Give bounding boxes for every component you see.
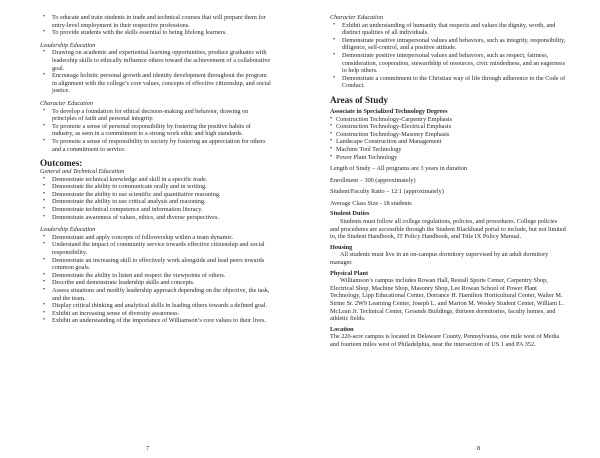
- enrollment: Enrollment – 300 (approximately): [330, 176, 416, 184]
- location-heading: Location: [330, 325, 354, 333]
- right-page-column: [330, 14, 566, 349]
- list-item: • Demonstrate a commitment to the Christian way of life through adherence to the Code of Conduct.: [330, 75, 566, 90]
- intro-goals-list: [40, 14, 272, 37]
- list-item: • Exhibit an increasing sense of diversity awareness.: [40, 310, 272, 318]
- leadership-outcomes-heading: Leadership Education: [40, 226, 96, 234]
- student-duties-text: Students must follow all college regulations, policies, and procedures. College policies and procedures are accessible through the Student Blackbaud portal to include, but not limited to, the Student Handbook, IT Policy Handbook, and Title IX Policy Manual.: [330, 218, 566, 241]
- list-item: • Assess situations and modify leadership approach depending on the objective, the task, and the team.: [40, 287, 272, 302]
- average-class-size: Average Class Size - 18 students: [330, 199, 412, 207]
- list-item: • Display critical thinking and analytical skills in leading others towards a defined goal.: [40, 302, 272, 310]
- general-outcomes-list: [40, 176, 272, 222]
- list-item: • Understand the impact of community service towards effective citizenship and social responsibility.: [40, 241, 272, 256]
- student-duties-heading: Student Duties: [330, 210, 370, 218]
- list-item: • To promote a sense of personal responsibility by fostering the positive habits of industry, as seen in a commitment to a strong work ethic and high standards.: [40, 123, 272, 138]
- physical-plant-text: Williamson’s campus includes Rowan Hall, Restall Sports Center, Carpentry Shop, Electrical Shop, Machine Shop, Masonry Shop, Lee Rowan School of Power Plant Technology, Lipp Educational Center, Dorrance H. Hamilton Horticultural Center, Walter M. Strine Sr. 2W9 Learning Center, Joseph L. and Marion M. Wesley Student Center, William L. McLean Jr. Technical Center, Grounds Buildings, thirteen dormitories, faculty homes, and athletic fields.: [330, 277, 564, 323]
- list-item: • To develop a foundation for ethical decision-making and behavior, drawing on principles of faith and personal integrity.: [40, 108, 272, 123]
- list-item: • Demonstrate and apply concepts of followership within a team dynamic.: [40, 234, 272, 242]
- general-technical-heading: General and Technical Education: [40, 168, 125, 176]
- list-item: • Drawing on academic and experiential learning opportunities, produce graduates with leadership skills to ethically influence others toward the achievement of a collaborative goal.: [40, 49, 272, 72]
- list-item: • Exhibit an understanding of the importance of Williamson’s core values to their lives.: [40, 317, 272, 325]
- left-page-column: [40, 14, 272, 325]
- outcomes-title: Outcomes:: [40, 158, 83, 169]
- list-item: • Demonstrate the ability to use critical analysis and reasoning.: [40, 198, 272, 206]
- right-page: [300, 0, 600, 458]
- list-item: • Demonstrate the ability to communicate orally and in writing.: [40, 183, 272, 191]
- list-item: • Encourage holistic personal growth and identity development throughout the program in alignment with the college’s core values, concepts of effective citizenship, and social justice.: [40, 72, 272, 95]
- list-item: • Demonstrate an increasing skill to effectively work alongside and lead peers towards common goals.: [40, 257, 272, 272]
- character-outcomes-list: [330, 22, 566, 90]
- leadership-goals-list: [40, 49, 272, 95]
- degrees-list: [330, 116, 566, 162]
- length-of-study: Length of Study – All programs are 3 years in duration: [330, 165, 468, 173]
- list-item: • Construction Technology-Carpentry Emphasis: [330, 116, 566, 124]
- degrees-heading: Associate in Specialized Technology Degrees: [330, 107, 448, 115]
- housing-text: All students must live in an on-campus dormitory supervised by an adult dormitory manager.: [330, 251, 549, 267]
- list-item: • Demonstrate the ability to use scientific and quantitative reasoning.: [40, 191, 272, 199]
- list-item: • To provide students with the skills essential to being lifelong learners.: [40, 29, 272, 37]
- page-number: 7: [146, 445, 150, 452]
- physical-plant-heading: Physical Plant: [330, 269, 369, 277]
- list-item: • Construction Technology-Electrical Emphasis: [330, 123, 566, 131]
- list-item: • Demonstrate technical knowledge and skill in a specific trade.: [40, 176, 272, 184]
- list-item: • Machine Tool Technology: [330, 146, 566, 154]
- housing-heading: Housing: [330, 243, 353, 251]
- list-item: • To promote a sense of responsibility to society by fostering an appreciation for others and a commitment to service.: [40, 138, 272, 153]
- list-item: • Construction Technology-Masonry Emphasis: [330, 131, 566, 139]
- list-item: • Describe and demonstrate leadership skills and concepts.: [40, 279, 272, 287]
- list-item: • Demonstrate awareness of values, ethics, and diverse perspectives.: [40, 214, 272, 222]
- list-item: • Exhibit an understanding of humanity that respects and values the dignity, worth, and distinct qualities of all individuals.: [330, 22, 566, 37]
- list-item: • To educate and train students in trade and technical courses that will prepare them for entry-level employment in their respective professions.: [40, 14, 272, 29]
- list-item: • Landscape Construction and Management: [330, 138, 566, 146]
- character-outcomes-heading: Character Education: [330, 14, 383, 21]
- list-item: • Demonstrate the ability to listen and respect the viewpoints of others.: [40, 272, 272, 280]
- student-faculty-ratio: Student/Faculty Ratio – 12:1 (approximately): [330, 188, 444, 196]
- character-goals-list: [40, 108, 272, 154]
- list-item: • Demonstrate technical competence and information literacy.: [40, 206, 272, 214]
- list-item: • Power Plant Technology: [330, 154, 566, 162]
- location-text: The 220-acre campus is located in Delaware County, Pennsylvania, one mile west of Media and fourteen miles west of Philadelphia, near the intersection of US 1 and PA 352.: [330, 333, 560, 348]
- leadership-education-heading: Leadership Education: [40, 41, 96, 49]
- character-education-heading: Character Education: [40, 99, 93, 107]
- list-item: • Demonstrate positive intrapersonal values and behaviors, such as integrity, responsibility, diligence, self-control, and a positive attitude.: [330, 37, 566, 52]
- list-item: • Demonstrate positive interpersonal values and behaviors, such as respect, fairness, consideration, cooperation, stewardship of resources, civic mindedness, and an eagerness to help others.: [330, 52, 566, 75]
- areas-of-study-title: Areas of Study: [330, 94, 389, 105]
- leadership-outcomes-list: [40, 234, 272, 325]
- page-number: 8: [477, 445, 481, 452]
